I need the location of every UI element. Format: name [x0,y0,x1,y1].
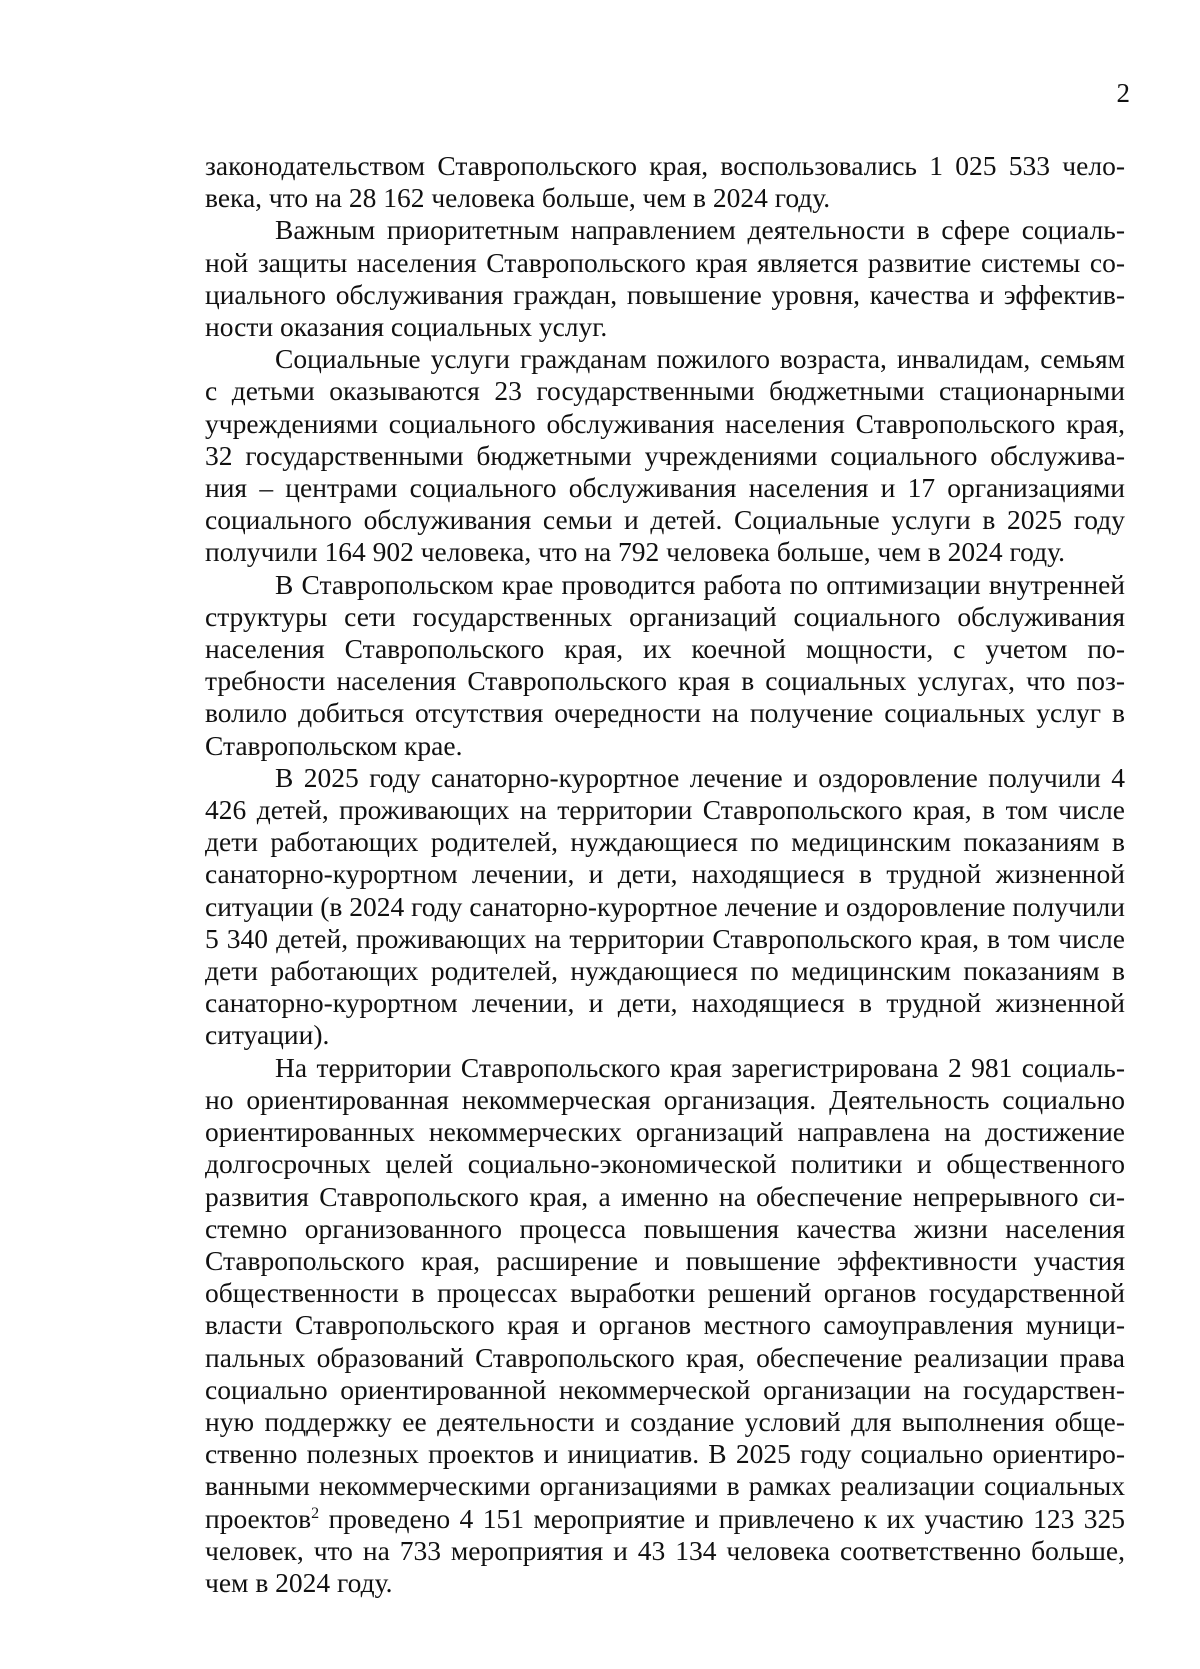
paragraph-4: В Ставропольском крае проводится работа по оптимизации внутренней структуры сети государственных организаций социального обслуживания населения Ставропольского края, их коечной мощности, с учетом потребности населения Ставропольского края в социальных услугах, что позволило добиться отсутствия очередности на получение социальных услуг в Ставропольском крае. [205,568,1125,761]
page-number: 2 [1116,78,1130,108]
paragraph-6 [205,1052,1125,1599]
paragraph-6-text-after-footnote: проведено 4 151 мероприятие и привлечено к их участию 123 325 человек, что на 733 мероприятия и 43 134 человека соответственно больше, чем в 2024 году. [205,1502,1125,1598]
document-body [205,150,1125,1599]
paragraph-6-text-before-footnote: На территории Ставропольского края зарегистрирована 2 981 социально ориентированная некоммерческая организация. Деятельность социально ориентированных некоммерческих организаций направлена на достижение долгосрочных целей социально-экономической политики и общественного развития Ставропольского края, а именно на обеспечение непрерывного системно организованного процесса повышения качества жизни населения Ставропольского края, расширение и повышение эффективности участия общественности в процессах выработки решений органов государственной власти Ставропольского края и органов местного самоуправления муниципальных образований Ставропольского края, обеспечение реализации права социально ориентированной некоммерческой организации на государственную поддержку ее деятельности и создание условий для выполнения общественно полезных проектов и инициатив. В 2025 году социально ориентированными некоммерческими организациями в рамках реализации социальных проектов [205,1051,1125,1534]
footnote-mark: 2 [311,1504,320,1522]
paragraph-1: законодательством Ставропольского края, воспользовались 1 025 533 человека, что на 28 162 человека больше, чем в 2024 году. [205,150,1125,214]
paragraph-3: Социальные услуги гражданам пожилого возраста, инвалидам, семьям с детьми оказываются 23 государственными бюджетными стационарными учреждениями социального обслуживания населения Ставропольского края, 32 государственными бюджетными учреждениями социального обслуживания – центрами социального обслуживания населения и 17 организациями социального обслуживания семьи и детей. Социальные услуги в 2025 году получили 164 902 человека, что на 792 человека больше, чем в 2024 году. [205,343,1125,568]
paragraph-5: В 2025 году санаторно-курортное лечение и оздоровление получили 4 426 детей, проживающих на территории Ставропольского края, в том числе дети работающих родителей, нуждающиеся по медицинским показаниям в санаторно-курортном лечении, и дети, находящиеся в трудной жизненной ситуации (в 2024 году санаторно-курортное лечение и оздоровление получили 5 340 детей, проживающих на территории Ставропольского края, в том числе дети работающих родителей, нуждающиеся по медицинским показаниям в санаторно-курортном лечении, и дети, находящиеся в трудной жизненной ситуации). [205,761,1125,1051]
paragraph-2: Важным приоритетным направлением деятельности в сфере социальной защиты населения Ставропольского края является развитие системы социального обслуживания граждан, повышение уровня, качества и эффективности оказания социальных услуг. [205,214,1125,343]
